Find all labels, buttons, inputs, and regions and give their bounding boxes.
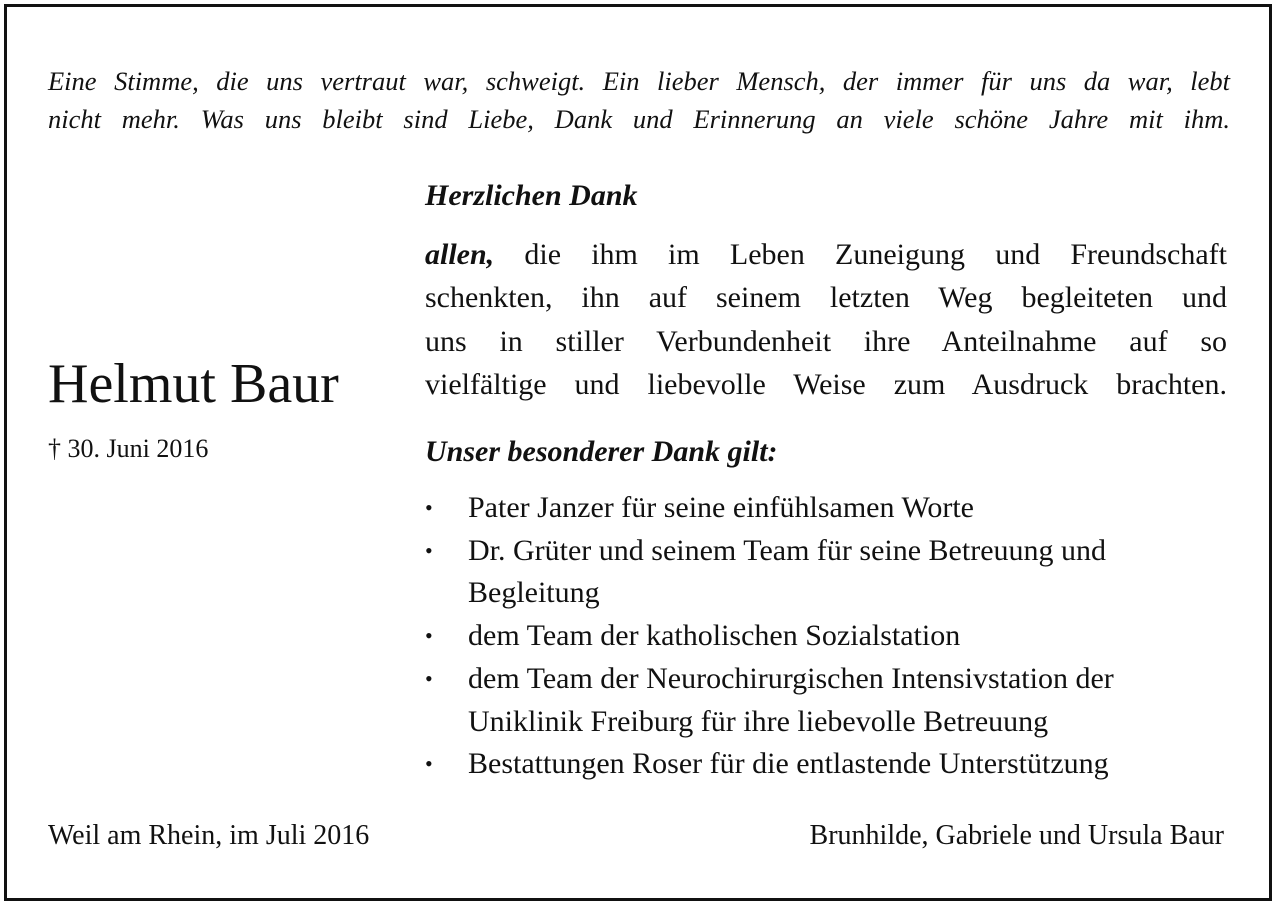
bullet-icon: • [425,751,433,777]
place-and-date: Weil am Rhein, im Juli 2016 [48,820,370,851]
thanks-heading: Herzlichen Dank [425,179,638,212]
special-thanks-item-line: Uniklinik Freiburg für ihre liebevolle Betreuung [468,704,1049,738]
thanks-line-3: uns in stiller Verbundenheit ihre Anteilnahme auf so [425,324,1227,358]
thanks-lead-word: allen, [425,238,495,271]
thanks-line-4: vielfältige und liebevolle Weise zum Ausdruck brachten. [425,367,1227,401]
special-thanks-item-line: dem Team der Neurochirurgischen Intensivstation der [468,661,1114,695]
family-signature: Brunhilde, Gabriele und Ursula Baur [809,820,1224,851]
thanks-line-1-text: die ihm im Leben Zuneigung und Freundschaft [494,238,1227,271]
thanks-line-1 [425,233,1227,276]
special-thanks-heading: Unser besonderer Dank gilt: [425,435,778,468]
special-thanks-item [425,743,1235,786]
special-thanks-item [425,530,1235,615]
special-thanks-list [425,487,1235,786]
bullet-icon: • [425,665,433,691]
motto-line-2: nicht mehr. Was uns bleibt sind Liebe, Dank und Erinnerung an viele schöne Jahre mit ihm. [48,104,1230,134]
special-thanks-item-line: Begleitung [468,576,600,610]
bullet-icon: • [425,537,433,563]
special-thanks-item [425,487,1235,530]
death-date: † 30. Juni 2016 [48,434,209,463]
special-thanks-item-line: dem Team der katholischen Sozialstation [468,619,961,653]
special-thanks-item-line: Bestattungen Roser für die entlastende Unterstützung [468,747,1109,781]
bullet-icon: • [425,623,433,649]
deceased-name: Helmut Baur [48,353,339,415]
motto-quote [48,62,1230,138]
special-thanks-item [425,615,1235,658]
thanks-paragraph [425,233,1227,406]
special-thanks-item-line: Pater Janzer für seine einfühlsamen Worte [468,491,975,524]
special-thanks-item-line: Dr. Grüter und seinem Team für seine Betreuung und [468,533,1107,567]
motto-line-1: Eine Stimme, die uns vertraut war, schweigt. Ein lieber Mensch, der immer für uns da war, lebt [48,66,1230,96]
thanks-line-2: schenkten, ihn auf seinem letzten Weg begleiteten und [425,281,1227,315]
special-thanks-item [425,658,1235,743]
bullet-icon: • [425,495,433,520]
